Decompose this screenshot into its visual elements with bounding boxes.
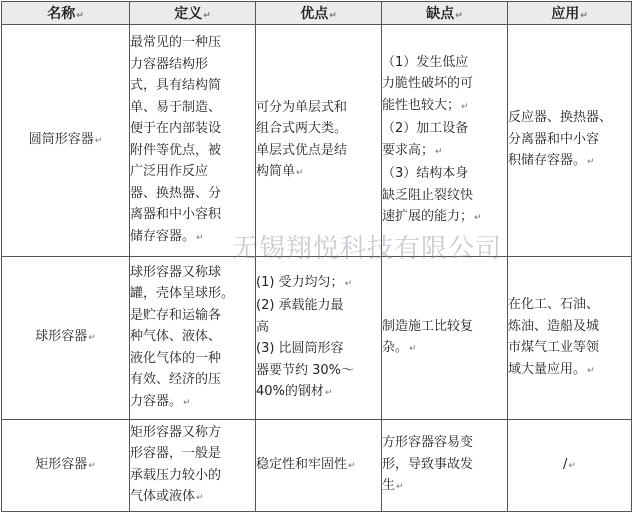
text-line: 制造施工比较复 [382,318,474,334]
row-definition-cell [130,25,256,257]
text-line: 液化气体的一种 [130,350,222,366]
text-line: 广泛用作反应 [130,164,209,179]
text-line: 域大量应用。↵ [508,361,595,377]
table-row [2,420,632,512]
row-applications-cell [508,257,632,420]
text-line: （2）加工设备 [382,121,469,136]
row-applications-cell: /↵ [508,420,632,512]
text-line: 最常见的一种压 [130,35,222,50]
text-line: 方形容器容易变 [382,435,474,451]
row-advantages-cell [256,25,382,257]
header-name: 名称↵ [2,2,130,25]
text-line: 反应器、换热器、 [508,110,613,126]
text-line: 积储存容器。↵ [508,153,595,169]
text-line: 稳定性和牢固性↵ [256,456,356,472]
text-line: 式，具有结构简 [130,78,222,93]
text-line: 高 [256,319,270,335]
text-line: 炼油、造船及城 [508,318,600,334]
text-line: 形，导致事故发 [382,456,474,472]
text-line: 杂。↵ [382,340,417,355]
header-advantages: 优点↵ [256,2,382,25]
text-line: 器要节约 30%～ [256,362,355,378]
text-line: 能性也较大；↵ [382,97,469,113]
text-line: 力容器。↵ [130,393,191,409]
text-line: 罐，壳体呈球形。 [130,286,235,302]
text-line: 组合式两大类。 [256,121,348,136]
text-line: 要求高；↵ [382,142,443,158]
header-disadvantages: 缺点↵ [382,2,508,25]
row-name-cell: 球形容器↵ [2,257,130,420]
text-line: （1）发生低应 [382,54,469,70]
text-line: 形容器，一般是 [130,446,222,461]
row-disadvantages-cell [382,257,508,420]
row-name-cell: 圆筒形容器↵ [2,25,130,257]
row-disadvantages-cell [382,25,508,257]
watermark: 无锡翔悦科技有限公司 [232,234,503,264]
text-line: 缺乏阻止裂纹快 [382,187,474,203]
text-line: 球形容器又称球 [130,264,222,280]
text-line: 储存容器。↵ [130,228,204,244]
text-line: 可分为单层式和 [256,99,348,115]
text-line: 速扩展的能力；↵ [382,209,482,224]
text-line: 力容器结构形 [130,56,209,72]
header-row [2,2,632,25]
row-definition-cell [130,257,256,420]
text-line: 离器和中小容积 [130,207,222,222]
text-line: 气体或液体↵ [130,489,204,504]
text-line: 是贮存和运输各 [130,307,222,323]
text-line: 40%的钢材↵ [256,384,333,399]
text-line: 承载压力较小的 [130,467,222,483]
text-line: 便于在内部装设 [130,121,222,136]
text-line: 在化工、石油、 [508,297,600,312]
text-line: 矩形容器又称方 [130,424,222,440]
text-line: 有效、经济的压 [130,372,222,388]
row-name-cell: 矩形容器↵ [2,420,130,512]
row-applications-cell [508,25,632,257]
table-row [2,25,632,257]
table-row [2,257,632,420]
text-line: 生↵ [382,478,404,494]
header-applications: 应用↵ [508,2,632,25]
text-line: 市煤气工业等领 [508,340,600,355]
text-line: 种气体、液体、 [130,329,222,345]
text-line: 力脆性破坏的可 [382,76,474,91]
header-definition: 定义↵ [130,2,256,25]
text-line: 附件等优点，被 [130,142,222,158]
text-line: 分离器和中小容 [508,131,600,147]
row-advantages-cell [256,257,382,420]
text-line: (3) 比圆筒形容 [256,341,344,356]
text-line: 器、换热器、分 [130,185,222,201]
text-line: (1) 受力均匀；↵ [256,274,353,290]
text-line: (2) 承载能力最 [256,298,344,313]
row-advantages-cell [256,420,382,512]
row-disadvantages-cell [382,420,508,512]
text-line: 构简单↵ [256,164,304,179]
text-line: 单、易于制造、 [130,99,222,115]
container-comparison-table [1,1,632,512]
text-line: （3）结构本身 [382,166,469,181]
text-line: 单层式优点是结 [256,142,348,158]
row-definition-cell [130,420,256,512]
